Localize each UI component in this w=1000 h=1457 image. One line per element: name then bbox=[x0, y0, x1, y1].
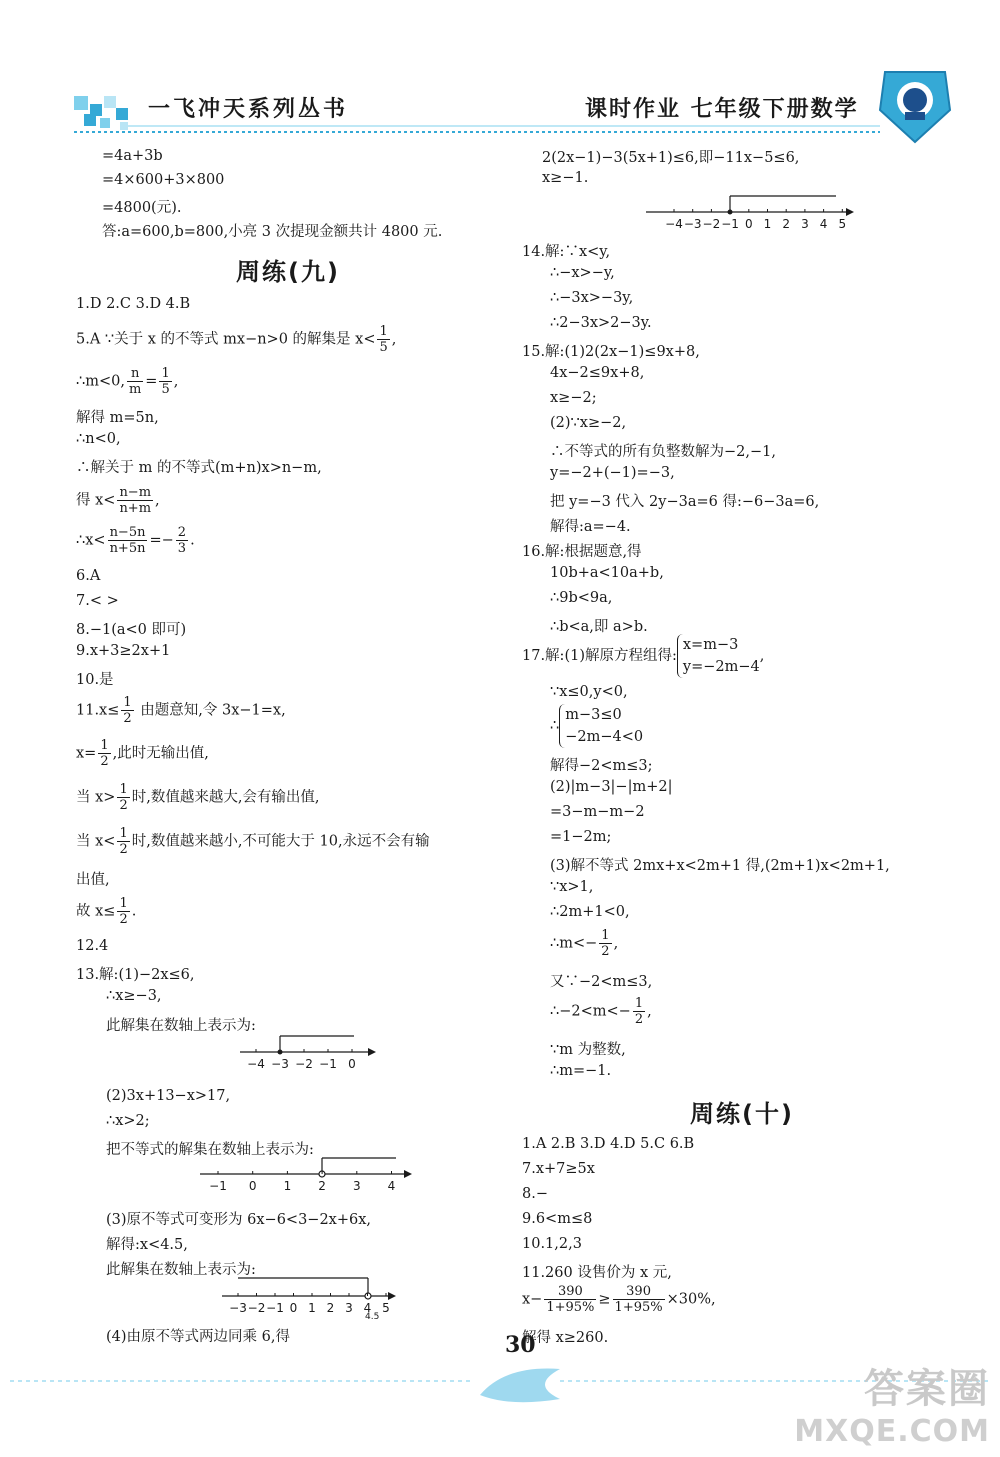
number-line-4 bbox=[646, 188, 861, 234]
tick-label: 4 bbox=[819, 217, 828, 231]
number-line-3 bbox=[222, 1272, 402, 1322]
answer-line: =3−m−m−2 bbox=[550, 804, 645, 820]
answer-line: 把 y=−3 代入 2y−3a=6 得:−6−3a=6, bbox=[550, 494, 820, 510]
tick-label: −1 bbox=[319, 1057, 337, 1071]
answer-line: x≥−1. bbox=[542, 170, 589, 186]
fraction: $\frac{1}{5}$ bbox=[379, 324, 388, 355]
tick-label: 3 bbox=[801, 217, 809, 231]
section-heading-week10: 周练(十) bbox=[690, 1100, 794, 1128]
answer-line: ∴m=−1. bbox=[550, 1063, 612, 1079]
fraction: $\frac{1}{5}$ bbox=[161, 366, 170, 397]
answer-line: y=−2+(−1)=−3, bbox=[550, 465, 675, 481]
page-header bbox=[0, 0, 1000, 150]
answer-line: x− $\frac{390}{1+95\%}$ ≥ $\frac{390}{1+95\%}$ ×30%, bbox=[522, 1284, 716, 1315]
answer-line: 解得 x≥260. bbox=[522, 1330, 609, 1346]
series-title: 一飞冲天系列丛书 bbox=[148, 97, 349, 122]
answer-line: 当 x> $\frac{1}{2}$ 时,数值越来越大,会有输出值, bbox=[76, 782, 320, 813]
fraction: $\frac{390}{1+95\%}$ bbox=[614, 1284, 663, 1315]
answer-line: ∴b<a,即 a>b. bbox=[550, 619, 648, 635]
answer-line: 当 x< $\frac{1}{2}$ 时,数值越来越小,不可能大于 10,永远不会有输 bbox=[76, 826, 430, 857]
answer-line: =4800(元). bbox=[102, 200, 182, 216]
answer-line: (2)|m−3|−|m+2| bbox=[550, 779, 673, 795]
fraction: $\frac{1}{2}$ bbox=[119, 896, 128, 927]
tick-label: −3 bbox=[683, 217, 702, 231]
answer-line: ∴−3x>−3y, bbox=[550, 290, 634, 306]
answer-line: 解得:x<4.5, bbox=[106, 1237, 188, 1253]
tick-label: 1 bbox=[308, 1301, 316, 1315]
fraction: $\frac{1}{2}$ bbox=[119, 826, 128, 857]
answer-line: 答:a=600,b=800,小亮 3 次提现金额共计 4800 元. bbox=[102, 224, 443, 240]
tick-label: −3 bbox=[271, 1057, 289, 1071]
fraction: $\frac{2}{3}$ bbox=[177, 525, 187, 556]
tick-label: −3 bbox=[229, 1301, 247, 1315]
tick-label: 4 bbox=[363, 1301, 372, 1315]
answer-line: (3)原不等式可变形为 6x−6<3−2x+6x, bbox=[106, 1212, 372, 1228]
tick-label-extra: 4.5 bbox=[365, 1312, 380, 1322]
answer-line: ∴2−3x>2−3y. bbox=[550, 315, 652, 331]
answer-line: x≥−2; bbox=[550, 390, 597, 406]
answer-line: 10b+a<10a+b, bbox=[550, 565, 664, 581]
tick-label: 0 bbox=[248, 1179, 257, 1193]
watermark-logo: 答案圈 MXQE.COM bbox=[794, 1366, 990, 1449]
answer-line: 5.A ∵关于 x 的不等式 mx−n>0 的解集是 x< $\frac{1}{5}$ , bbox=[76, 324, 397, 355]
answer-line: ∴m<0, $\frac{n}{m}$ = $\frac{1}{5}$ , bbox=[76, 366, 179, 397]
section-heading-week9: 周练(九) bbox=[236, 258, 340, 286]
answer-line: ∴解关于 m 的不等式(m+n)x>n−m, bbox=[76, 460, 322, 476]
answer-line: 解得 m=5n, bbox=[76, 410, 159, 426]
page-number: 30 bbox=[505, 1332, 536, 1358]
number-line-2 bbox=[200, 1152, 420, 1198]
answer-line: 出值, bbox=[76, 872, 110, 888]
answer-line: (3)解不等式 2mx+x<2m+1 得,(2m+1)x<2m+1, bbox=[550, 858, 890, 874]
answer-line: 12.4 bbox=[76, 938, 109, 954]
answer-line: ∴x>2; bbox=[106, 1113, 150, 1129]
tick-label: −4 bbox=[665, 217, 683, 231]
answer-line: 把不等式的解集在数轴上表示为: bbox=[106, 1142, 314, 1158]
tick-label: 2 bbox=[782, 217, 791, 231]
tick-label: −1 bbox=[721, 217, 739, 231]
answer-line: ∴ m−3≤0 −2m−4<0 bbox=[550, 704, 643, 748]
tick-label: 0 bbox=[289, 1301, 298, 1315]
answer-line: =1−2m; bbox=[550, 829, 612, 845]
fraction: $\frac{390}{1+95\%}$ bbox=[546, 1284, 595, 1315]
tick-label: −4 bbox=[247, 1057, 265, 1071]
answer-line: ∴不等式的所有负整数解为−2,−1, bbox=[550, 444, 776, 460]
answer-line: =4a+3b bbox=[102, 148, 163, 164]
answer-line: 解得−2<m≤3; bbox=[550, 758, 653, 774]
answer-line: (4)由原不等式两边同乘 6,得 bbox=[106, 1329, 290, 1345]
answer-line: ∴−2<m<− $\frac{1}{2}$ , bbox=[550, 996, 652, 1027]
tick-label: −2 bbox=[702, 217, 721, 231]
answer-line: 又∵−2<m≤3, bbox=[550, 974, 653, 990]
number-line-1 bbox=[240, 1030, 380, 1076]
tick-label: 5 bbox=[382, 1301, 390, 1315]
answer-line: ∴m<− $\frac{1}{2}$ , bbox=[550, 928, 619, 959]
tick-label: 4 bbox=[387, 1179, 396, 1193]
tick-label: −1 bbox=[209, 1179, 227, 1193]
answer-line: 9.x+3≥2x+1 bbox=[76, 643, 171, 659]
answer-line: (2)∵x≥−2, bbox=[550, 415, 627, 431]
answer-line: 13.解:(1)−2x≤6, bbox=[76, 967, 195, 983]
answer-line: 16.解:根据题意,得 bbox=[522, 544, 642, 560]
answer-line: 10.1,2,3 bbox=[522, 1236, 582, 1252]
answer-line: 8.− bbox=[522, 1186, 548, 1202]
tick-label: 0 bbox=[348, 1057, 356, 1071]
answer-line: 9.6<m≤8 bbox=[522, 1211, 593, 1227]
answer-line: ∵x≤0,y<0, bbox=[550, 684, 628, 700]
tick-label: 2 bbox=[326, 1301, 335, 1315]
fraction: $\frac{1}{2}$ bbox=[601, 928, 610, 959]
tick-label: 3 bbox=[352, 1179, 361, 1193]
inequality-system: m−3≤0 −2m−4<0 bbox=[559, 704, 643, 748]
answer-line: ∴2m+1<0, bbox=[550, 904, 630, 920]
answer-line: 故 x≤ $\frac{1}{2}$ . bbox=[76, 896, 137, 927]
answer-line: 此解集在数轴上表示为: bbox=[106, 1018, 256, 1034]
answer-line: =4×600+3×800 bbox=[102, 172, 225, 188]
answer-line: ∴x≥−3, bbox=[106, 988, 162, 1004]
answer-line: 1.D 2.C 3.D 4.B bbox=[76, 296, 191, 312]
tick-label: 5 bbox=[838, 217, 847, 231]
fraction: $\frac{1}{2}$ bbox=[119, 782, 128, 813]
answer-line: 14.解:∵x<y, bbox=[522, 244, 611, 260]
fraction: $\frac{n-m}{n+m}$ bbox=[119, 485, 152, 516]
answer-line: 4x−2≤9x+8, bbox=[550, 365, 645, 381]
answer-line: 8.−1(a<0 即可) bbox=[76, 622, 187, 638]
answer-line: ∴x< $\frac{n-5n}{n+5n}$ =− $\frac{2}{3}$ . bbox=[76, 525, 195, 556]
answer-line: 此解集在数轴上表示为: bbox=[106, 1262, 256, 1278]
tick-label: −2 bbox=[247, 1301, 266, 1315]
answer-line: ∵x>1, bbox=[550, 879, 594, 895]
answer-line: 17.解:(1)解原方程组得: x=m−3 y=−2m−4 , bbox=[522, 634, 764, 678]
answer-line: ∴9b<9a, bbox=[550, 590, 613, 606]
answer-line: 10.是 bbox=[76, 672, 114, 688]
answer-line: 1.A 2.B 3.D 4.D 5.C 6.B bbox=[522, 1136, 695, 1152]
tick-label: −2 bbox=[295, 1057, 313, 1071]
book-title: 课时作业 七年级下册数学 bbox=[585, 97, 859, 122]
answer-line: (2)3x+13−x>17, bbox=[106, 1088, 231, 1104]
tick-label: 1 bbox=[283, 1179, 292, 1193]
tick-label: 2 bbox=[318, 1179, 326, 1193]
answer-line: 7.< > bbox=[76, 593, 119, 609]
answer-line: 7.x+7≥5x bbox=[522, 1161, 595, 1177]
fraction: $\frac{1}{2}$ bbox=[100, 738, 109, 769]
tick-label: 3 bbox=[345, 1301, 353, 1315]
fraction: $\frac{1}{2}$ bbox=[634, 996, 644, 1027]
answer-line: 11.260 设售价为 x 元, bbox=[522, 1265, 672, 1281]
answer-line: 2(2x−1)−3(5x+1)≤6,即−11x−5≤6, bbox=[542, 150, 800, 166]
answer-line: 得 x< $\frac{n-m}{n+m}$ , bbox=[76, 485, 160, 516]
header-decoration bbox=[0, 0, 1000, 150]
answer-line: x= $\frac{1}{2}$ ,此时无输出值, bbox=[76, 738, 209, 769]
answer-line: 11.x≤ $\frac{1}{2}$ 由题意知,令 3x−1=x, bbox=[76, 695, 286, 726]
answer-line: ∵m 为整数, bbox=[550, 1042, 626, 1058]
answer-line: ∴−x>−y, bbox=[550, 265, 615, 281]
equation-system: x=m−3 y=−2m−4 bbox=[677, 634, 760, 678]
fraction: $\frac{n-5n}{n+5n}$ bbox=[109, 525, 146, 556]
tick-label: 0 bbox=[744, 217, 753, 231]
answer-line: 15.解:(1)2(2x−1)≤9x+8, bbox=[522, 344, 700, 360]
answer-line: 解得:a=−4. bbox=[550, 519, 631, 535]
tick-label: 1 bbox=[763, 217, 772, 231]
answer-line: 6.A bbox=[76, 568, 101, 584]
tick-label: −1 bbox=[266, 1301, 284, 1315]
shield-logo-icon bbox=[880, 72, 950, 142]
fraction: $\frac{1}{2}$ bbox=[123, 695, 132, 726]
fraction: $\frac{n}{m}$ bbox=[128, 366, 142, 397]
answer-line: ∴n<0, bbox=[76, 431, 121, 447]
